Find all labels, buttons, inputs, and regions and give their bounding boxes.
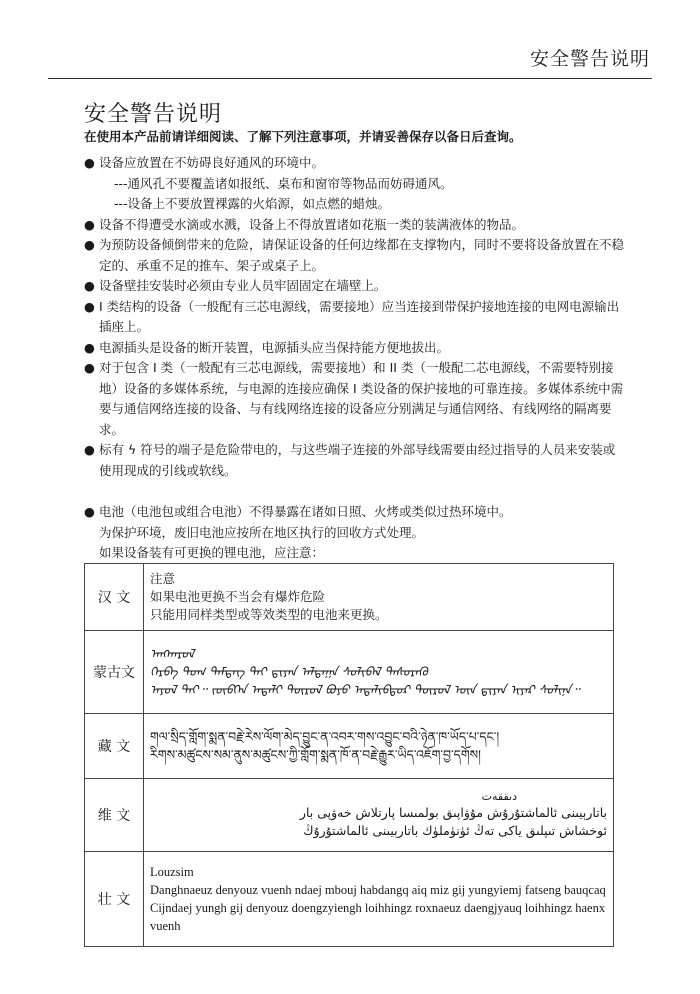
item-text: 电源插头是设备的断开装置，电源插头应当保持能方便地拔出。 (99, 339, 450, 355)
list-item (84, 215, 624, 236)
language-label: 壮 文 (85, 852, 144, 947)
warning-cell (144, 631, 614, 714)
list-item (84, 358, 624, 440)
warning-line: 注意 (150, 571, 176, 586)
list-item (84, 235, 624, 276)
list-item (84, 153, 624, 215)
item-text: 设备不得遭受水滴或水溅，设备上不得放置诸如花瓶一类的装满液体的物品。 (99, 216, 525, 232)
item-text: 对于包含 I 类（一般配有三芯电源线，需要接地）和 II 类（一般配二芯电源线，不需要特别接地）设备的多媒体系统，与电源的连接应确保 I 类设备的保护接地的可靠连接。多媒体系统中需要与通信网络连接的设备、与有线网络连接的设备应分别满足与通信网络、有线网络的隔离要求。 (99, 360, 624, 437)
item-text: 为预防设备倾倒带来的危险，请保证设备的任何边缘都在支撑物内，同时不要将设备放置在不稳定的、承重不足的推车、架子或桌子上。 (99, 237, 625, 273)
table-row (85, 714, 614, 779)
warning-line: Louzsim (150, 865, 194, 879)
warning-line: باتارېيىنى ئالماشتۇرۇش مۇۋاپىق بولمىسا پارتلاش خەۋپى بار (299, 805, 607, 820)
bullet-icon: ● (84, 216, 95, 232)
list-item (84, 276, 624, 297)
list-item (84, 338, 624, 359)
sub-item: ---设备上不要放置裸露的火焰源，如点燃的蜡烛。 (114, 196, 391, 211)
table-row (85, 631, 614, 714)
table-row (85, 564, 614, 631)
multilingual-warning-table (84, 563, 614, 947)
item-text: 设备壁挂安装时必须由专业人员牢固固定在墙壁上。 (99, 278, 387, 293)
page-title: 安全警告说明 (84, 102, 223, 127)
warning-line: ئوخشاش تىپلىق ياكى تەڭ ئۈنۈملۈك باتارېيىنى ئالماشتۇرۇڭ (303, 823, 607, 838)
warning-line: 只能用同样类型或等效类型的电池来更换。 (150, 607, 388, 622)
warning-line: རིགས་མཚུངས་སམ་ནུས་མཚུངས་ཀྱི་གློག་སྨན་ཁོ་ན་བརྗེ་རྒྱུར་ཡིད་འཇོག་བྱ་དགོས། (150, 747, 481, 762)
header-divider (48, 78, 652, 79)
warning-label: دىققەت (481, 790, 517, 803)
bullet-icon: ● (84, 442, 95, 457)
warning-line: ᠠᠩᠬᠠᠷᠤᠯ (150, 646, 195, 661)
bullet-icon: ● (84, 339, 95, 355)
bullet-icon: ● (84, 278, 95, 293)
bullet-icon: ● (84, 155, 95, 170)
bullet-icon: ● (84, 237, 95, 252)
item-text: I 类结构的设备（一般配有三芯电源线，需要接地）应当连接到带保护接地连接的电网电源输出插座上。 (99, 298, 620, 334)
table-row (85, 852, 614, 947)
warning-list (84, 153, 624, 481)
bullet-icon: ● (84, 504, 95, 519)
battery-notice (84, 502, 624, 564)
warning-line: Danghnaeuz denyouz vuenh ndaej mbouj habdangq aiq miz gij yungyiemj fatseng bauqcaq (150, 883, 606, 897)
warning-line: Cijndaej yungh gij denyouz doengzyiengh loihhingz roxnaeuz daengjyauq loihhingz haenx vuenh (150, 901, 606, 933)
running-header: 安全警告说明 (529, 48, 650, 70)
list-item (84, 440, 624, 481)
warning-line: གལ་སྲིད་གློག་སྨན་བརྗེ་རེས་ལོག་མེད་བྱུང་ན་འབར་གས་འབྱུང་བའི་ཉེན་ཁ་ཡོད་པ་དང་། (150, 729, 500, 744)
list-item (84, 502, 624, 564)
item-text: 设备应放置在不妨碍良好通风的环境中。 (99, 155, 325, 170)
battery-line: 为保护环境，废旧电池应按所在地区执行的回收方式处理。 (99, 524, 425, 540)
battery-line: 电池（电池包或组合电池）不得暴露在诸如日照、火烤或类似过热环境中。 (99, 504, 512, 519)
item-text: 标有 ϟ 符号的端子是危险带电的，与这些端子连接的外部导线需要由经过指导的人员来安装或使用现成的引线或软线。 (99, 442, 616, 478)
battery-line: 如果设备装有可更换的锂电池，应注意： (99, 545, 325, 560)
warning-line: ᠠᠶᠤᠯ ᠲᠠᠢ᠃ ᠵᠥᠪᠬᠡᠨ ᠠᠳᠠᠯᠢ ᠲᠦᠷᠦᠯ ᠪᠤᠶᠤ ᠠᠳᠠᠯᠢᠪᠳᠤᠷ ᠲᠦᠷᠦᠯ ᠦᠨ ᠳ᠋ᠢᠶᠠᠨ ᠢᠶᠠᠷ ᠰᠣᠯᠢᠨᠠ᠃ (150, 682, 580, 697)
warning-cell (144, 714, 614, 779)
bullet-icon: ● (84, 298, 95, 314)
warning-line: ᠬᠡᠷᠪᠡ ᠲᠤᠭ ᠲᠡᠮᠳᠡᠭ ᠲᠠᠢ ᠳ᠋ᠢᠶᠠᠨ ᠠᠯᠳᠠᠭᠠ ᠰᠣᠯᠢᠪᠠᠯ ᠲᠡᠰᠦᠷᠡᠬᠦ (150, 664, 428, 679)
language-label: 藏 文 (85, 714, 144, 779)
table-row (85, 779, 614, 852)
bullet-icon: ● (84, 360, 95, 375)
warning-cell (144, 852, 614, 947)
warning-cell (144, 779, 614, 852)
language-label: 汉 文 (85, 564, 144, 631)
intro-text: 在使用本产品前请详细阅读、了解下列注意事项，并请妥善保存以备日后查询。 (84, 129, 522, 144)
language-label: 维 文 (85, 779, 144, 852)
list-item (84, 297, 624, 338)
sub-item: ---通风孔不要覆盖诸如报纸、桌布和窗帘等物品而妨碍通风。 (114, 175, 453, 191)
warning-cell (144, 564, 614, 631)
warning-line: 如果电池更换不当会有爆炸危险 (150, 589, 326, 604)
language-label: 蒙古文 (85, 631, 144, 714)
